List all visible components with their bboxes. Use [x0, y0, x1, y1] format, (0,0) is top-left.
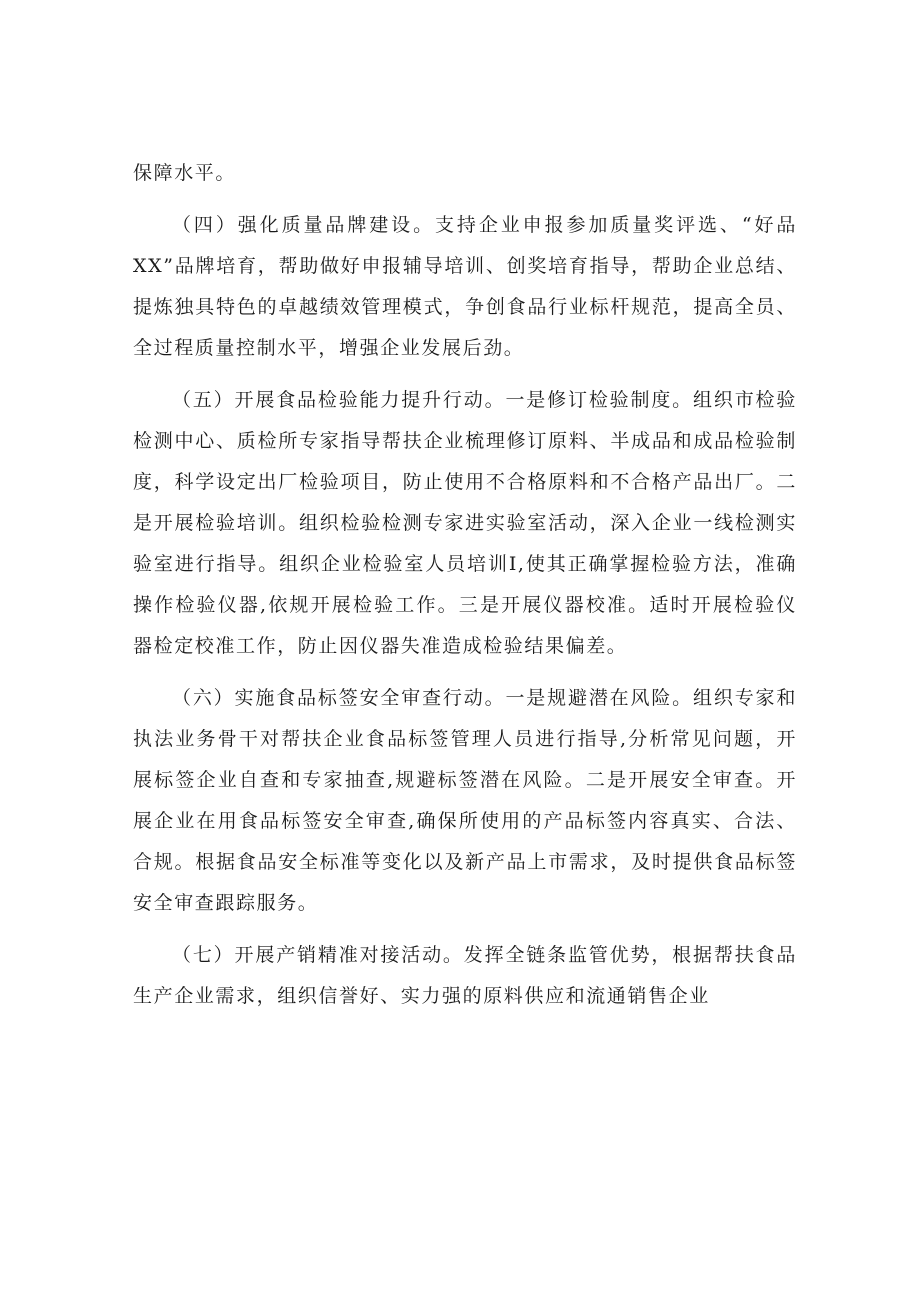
paragraph-production-sales-matching: （七）开展产销精准对接活动。发挥全链条监管优势，根据帮扶食品生产企业需求，组织信誉好、实力强的原料供应和流通销售企业 — [133, 944, 797, 1007]
document-body — [133, 153, 797, 1028]
paragraph-continuation: 保障水平。 — [133, 162, 237, 184]
paragraph-quality-brand: （四）强化质量品牌建设。支持企业申报参加质量奖评选、“好品XX”品牌培育，帮助做好申报辅导培训、创奖培育指导，帮助企业总结、提炼独具特色的卓越绩效管理模式，争创食品行业标杆规范，提高全员、全过程质量控制水平，增强企业发展后劲。 — [133, 214, 797, 359]
paragraph-inspection-capability: （五）开展食品检验能力提升行动。一是修订检验制度。组织市检验检测中心、质检所专家指导帮扶企业梳理修订原料、半成品和成品检验制度，科学设定出厂检验项目，防止使用不合格原料和不合格产品出厂。二是开展检验培训。组织检验检测专家进实验室活动，深入企业一线检测实验室进行指导。组织企业检验室人员培训I,使其正确掌握检验方法，准确操作检验仪器,依规开展检验工作。三是开展仪器校准。适时开展检验仪器检定校准工作，防止因仪器失准造成检验结果偏差。 — [133, 389, 797, 657]
paragraph-label-safety-review: （六）实施食品标签安全审查行动。一是规避潜在风险。组织专家和执法业务骨干对帮扶企业食品标签管理人员进行指导,分析常见问题，开展标签企业自查和专家抽查,规避标签潜在风险。二是开展安全审查。开展企业在用食品标签安全审查,确保所使用的产品标签内容真实、合法、合规。根据食品安全标准等变化以及新产品上市需求，及时提供食品标签安全审查跟踪服务。 — [133, 687, 797, 914]
